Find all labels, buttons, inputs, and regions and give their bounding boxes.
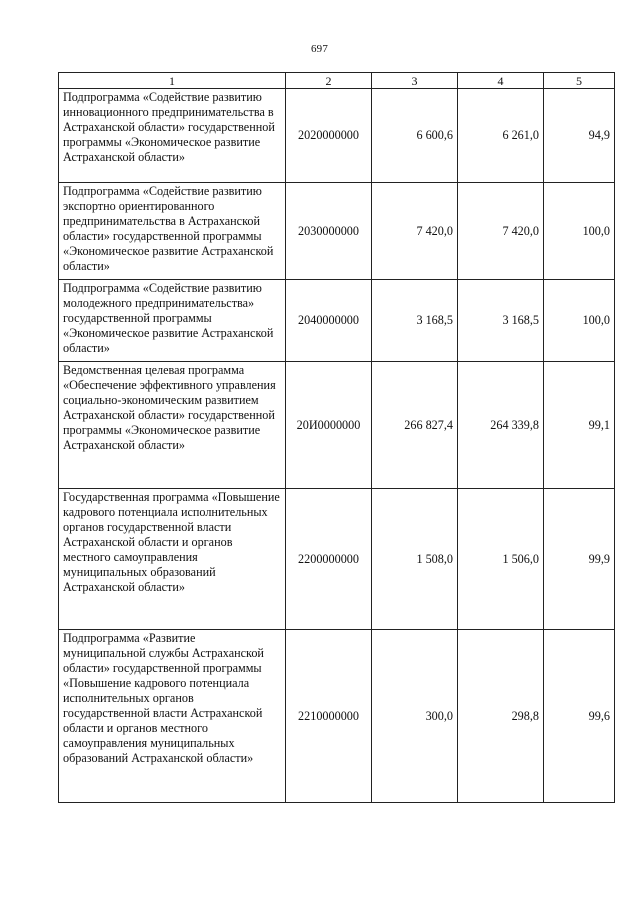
table-row — [59, 630, 615, 803]
value-col3-cell: 7 420,0 — [372, 183, 458, 280]
value-col3-cell: 1 508,0 — [372, 489, 458, 630]
column-header-2: 2 — [286, 73, 372, 89]
table-row — [59, 362, 615, 489]
value-col4-cell: 298,8 — [458, 630, 544, 803]
value-col4-cell: 7 420,0 — [458, 183, 544, 280]
percent-cell: 99,9 — [544, 489, 615, 630]
percent-cell: 94,9 — [544, 89, 615, 183]
column-number-row — [59, 73, 615, 89]
value-col3-cell: 266 827,4 — [372, 362, 458, 489]
value-col4-cell: 3 168,5 — [458, 280, 544, 362]
program-name-cell: Государственная программа «Повышение кадрового потенциала исполнительных органов государственной власти Астраханской области и органов местного самоуправления муниципальных образований Астраханской области» — [59, 489, 286, 630]
program-code-cell: 2040000000 — [286, 280, 372, 362]
percent-cell: 100,0 — [544, 280, 615, 362]
column-header-5: 5 — [544, 73, 615, 89]
column-header-1: 1 — [59, 73, 286, 89]
table-row — [59, 183, 615, 280]
value-col3-cell: 3 168,5 — [372, 280, 458, 362]
percent-cell: 100,0 — [544, 183, 615, 280]
program-code-cell: 2200000000 — [286, 489, 372, 630]
program-name-cell: Подпрограмма «Содействие развитию молодежного предпринимательства» государственной программы «Экономическое развитие Астраханской области» — [59, 280, 286, 362]
percent-cell: 99,1 — [544, 362, 615, 489]
program-name-cell: Подпрограмма «Развитие муниципальной службы Астраханской области» государственной программы «Повышение кадрового потенциала исполнительных органов государственной власти Астраханской области и органов местного самоуправления муниципальных образований Астраханской области» — [59, 630, 286, 803]
table-row — [59, 280, 615, 362]
table-row — [59, 89, 615, 183]
program-code-cell: 2210000000 — [286, 630, 372, 803]
program-code-cell: 20И0000000 — [286, 362, 372, 489]
value-col4-cell: 264 339,8 — [458, 362, 544, 489]
program-name-cell: Ведомственная целевая программа «Обеспечение эффективного управления социально-экономическим развитием Астраханской области» государственной программы «Экономическое развитие Астраханской области» — [59, 362, 286, 489]
program-name-cell: Подпрограмма «Содействие развитию инновационного предпринимательства в Астраханской области» государственной программы «Экономическое развитие Астраханской области» — [59, 89, 286, 183]
table-row — [59, 489, 615, 630]
column-header-3: 3 — [372, 73, 458, 89]
percent-cell: 99,6 — [544, 630, 615, 803]
budget-execution-table — [58, 72, 615, 803]
value-col4-cell: 6 261,0 — [458, 89, 544, 183]
program-name-cell: Подпрограмма «Содействие развитию экспортно ориентированного предпринимательства в Астраханской области» государственной программы «Экономическое развитие Астраханской области» — [59, 183, 286, 280]
value-col3-cell: 6 600,6 — [372, 89, 458, 183]
program-code-cell: 2030000000 — [286, 183, 372, 280]
value-col3-cell: 300,0 — [372, 630, 458, 803]
value-col4-cell: 1 506,0 — [458, 489, 544, 630]
program-code-cell: 2020000000 — [286, 89, 372, 183]
column-header-4: 4 — [458, 73, 544, 89]
page-number: 697 — [310, 43, 329, 55]
